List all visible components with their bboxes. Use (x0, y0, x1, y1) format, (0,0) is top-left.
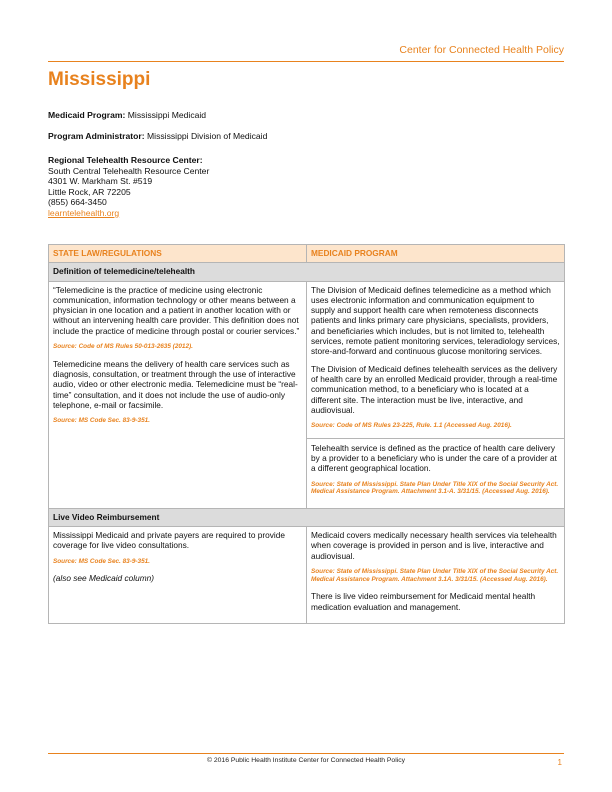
column-header-state-law: STATE LAW/REGULATIONS (49, 245, 307, 263)
rtrc-line-2: 4301 W. Markham St. #519 (48, 176, 153, 187)
definition-medicaid-text-3: Telehealth service is defined as the practice of health care delivery by a provider to a beneficiary who is under the care of a provider at a different geographical location. (311, 442, 557, 474)
footer-rule (48, 753, 564, 754)
rtrc-website-link[interactable]: learntelehealth.org (48, 207, 120, 218)
rtrc-label: Regional Telehealth Resource Center: (48, 155, 203, 165)
rtrc-line-1: South Central Telehealth Resource Center (48, 165, 210, 176)
rtrc-line-3: Little Rock, AR 72205 (48, 186, 131, 197)
live-video-medicaid-source: Source: State of Mississippi. State Plan Under Title XIX of the Social Security Act. Medical Assistance Program. Attachment 3.1A. 3/31/15. (Accessed Aug. 2016). (311, 568, 559, 583)
live-video-medicaid-cell (307, 527, 565, 624)
live-video-medicaid-text-1: Medicaid covers medically necessary health services via telehealth when coverage is provided in person and is live, interactive and audiovisual. (311, 530, 557, 561)
definition-medicaid-source-1: Source: Code of MS Rules 23-225, Rule. 1.1 (Accessed Aug. 2016). (311, 422, 512, 430)
medicaid-program-line (48, 110, 206, 121)
program-admin-value: Mississippi Division of Medicaid (147, 131, 268, 141)
rtrc-line-4: (855) 664-3450 (48, 197, 107, 208)
definition-law-text-2: Telemedicine means the delivery of health care services such as diagnosis, consultation, or treatment through the use of interactive audio, video or other electronic media. Telemedicine must be “real-time” consultation, and it does not include the use of audio-only telephone, e-mail or facsimile. (53, 358, 298, 410)
header-rule (48, 61, 564, 62)
definition-law-source-2: Source: MS Code Sec. 83-9-351. (53, 417, 150, 425)
policy-table (48, 244, 565, 624)
page-title: Mississippi (48, 69, 151, 90)
definition-medicaid-text-2: The Division of Medicaid defines telehealth services as the delivery of health care by an enrolled Medicaid provider, through a real-time communication method, to a beneficiary who is located at a different site. The interaction must be live, interactive, and audiovisual. (311, 363, 558, 415)
section-live-video-title: Live Video Reimbursement (49, 508, 565, 526)
program-admin-line (48, 131, 267, 142)
footer-copyright: © 2016 Public Health Institute Center for Connected Health Policy (206, 757, 406, 764)
column-header-medicaid: MEDICAID PROGRAM (307, 245, 565, 263)
live-video-law-source: Source: MS Code Sec. 83-9-351. (53, 557, 150, 565)
live-video-law-note: (also see Medicaid column) (53, 573, 154, 584)
definition-medicaid-source-2: Source: State of Mississippi. State Plan Under Title XIX of the Social Security Act. Medical Assistance Program. Attachment 3.1-A. 3/31/15. (Accessed Aug. 2016). (311, 480, 559, 496)
section-definition-title: Definition of telemedicine/telehealth (49, 263, 565, 281)
cell-divider (307, 438, 564, 439)
program-admin-label: Program Administrator: (48, 131, 145, 141)
medicaid-program-value: Mississippi Medicaid (127, 110, 207, 120)
live-video-state-law-cell (49, 527, 307, 624)
live-video-medicaid-text-2: There is live video reimbursement for Medicaid mental health medication evaluation and management. (311, 591, 536, 612)
medicaid-program-label: Medicaid Program: (48, 110, 126, 120)
org-header: Center for Connected Health Policy (399, 44, 564, 56)
definition-medicaid-text-1: The Division of Medicaid defines telemedicine as a method which uses electronic information and communication equipment to supply and support health care when remoteness disconnects patients and links primary care physicians, specialists, providers, and beneficiaries which includes, but is not limited to, telehealth services, remote patient monitoring services, teleradiology services, store-and-forward and continuous glucose monitoring services. (311, 284, 560, 357)
definition-law-text-1: “Telemedicine is the practice of medicine using electronic communication, information technology or other means between a physician in one location and a patient in another location with or without an intervening health care provider. This definition does not include the practice of medicine through postal or courier services.” (53, 284, 300, 336)
definition-law-source-1: Source: Code of MS Rules 50-013-2635 (2012). (53, 343, 193, 351)
definition-state-law-cell (49, 281, 307, 508)
live-video-law-text: Mississippi Medicaid and private payers are required to provide coverage for live video consultations. (53, 530, 285, 551)
definition-medicaid-cell (307, 281, 565, 508)
rtrc-block (48, 155, 209, 219)
page-number: 1 (557, 758, 562, 767)
